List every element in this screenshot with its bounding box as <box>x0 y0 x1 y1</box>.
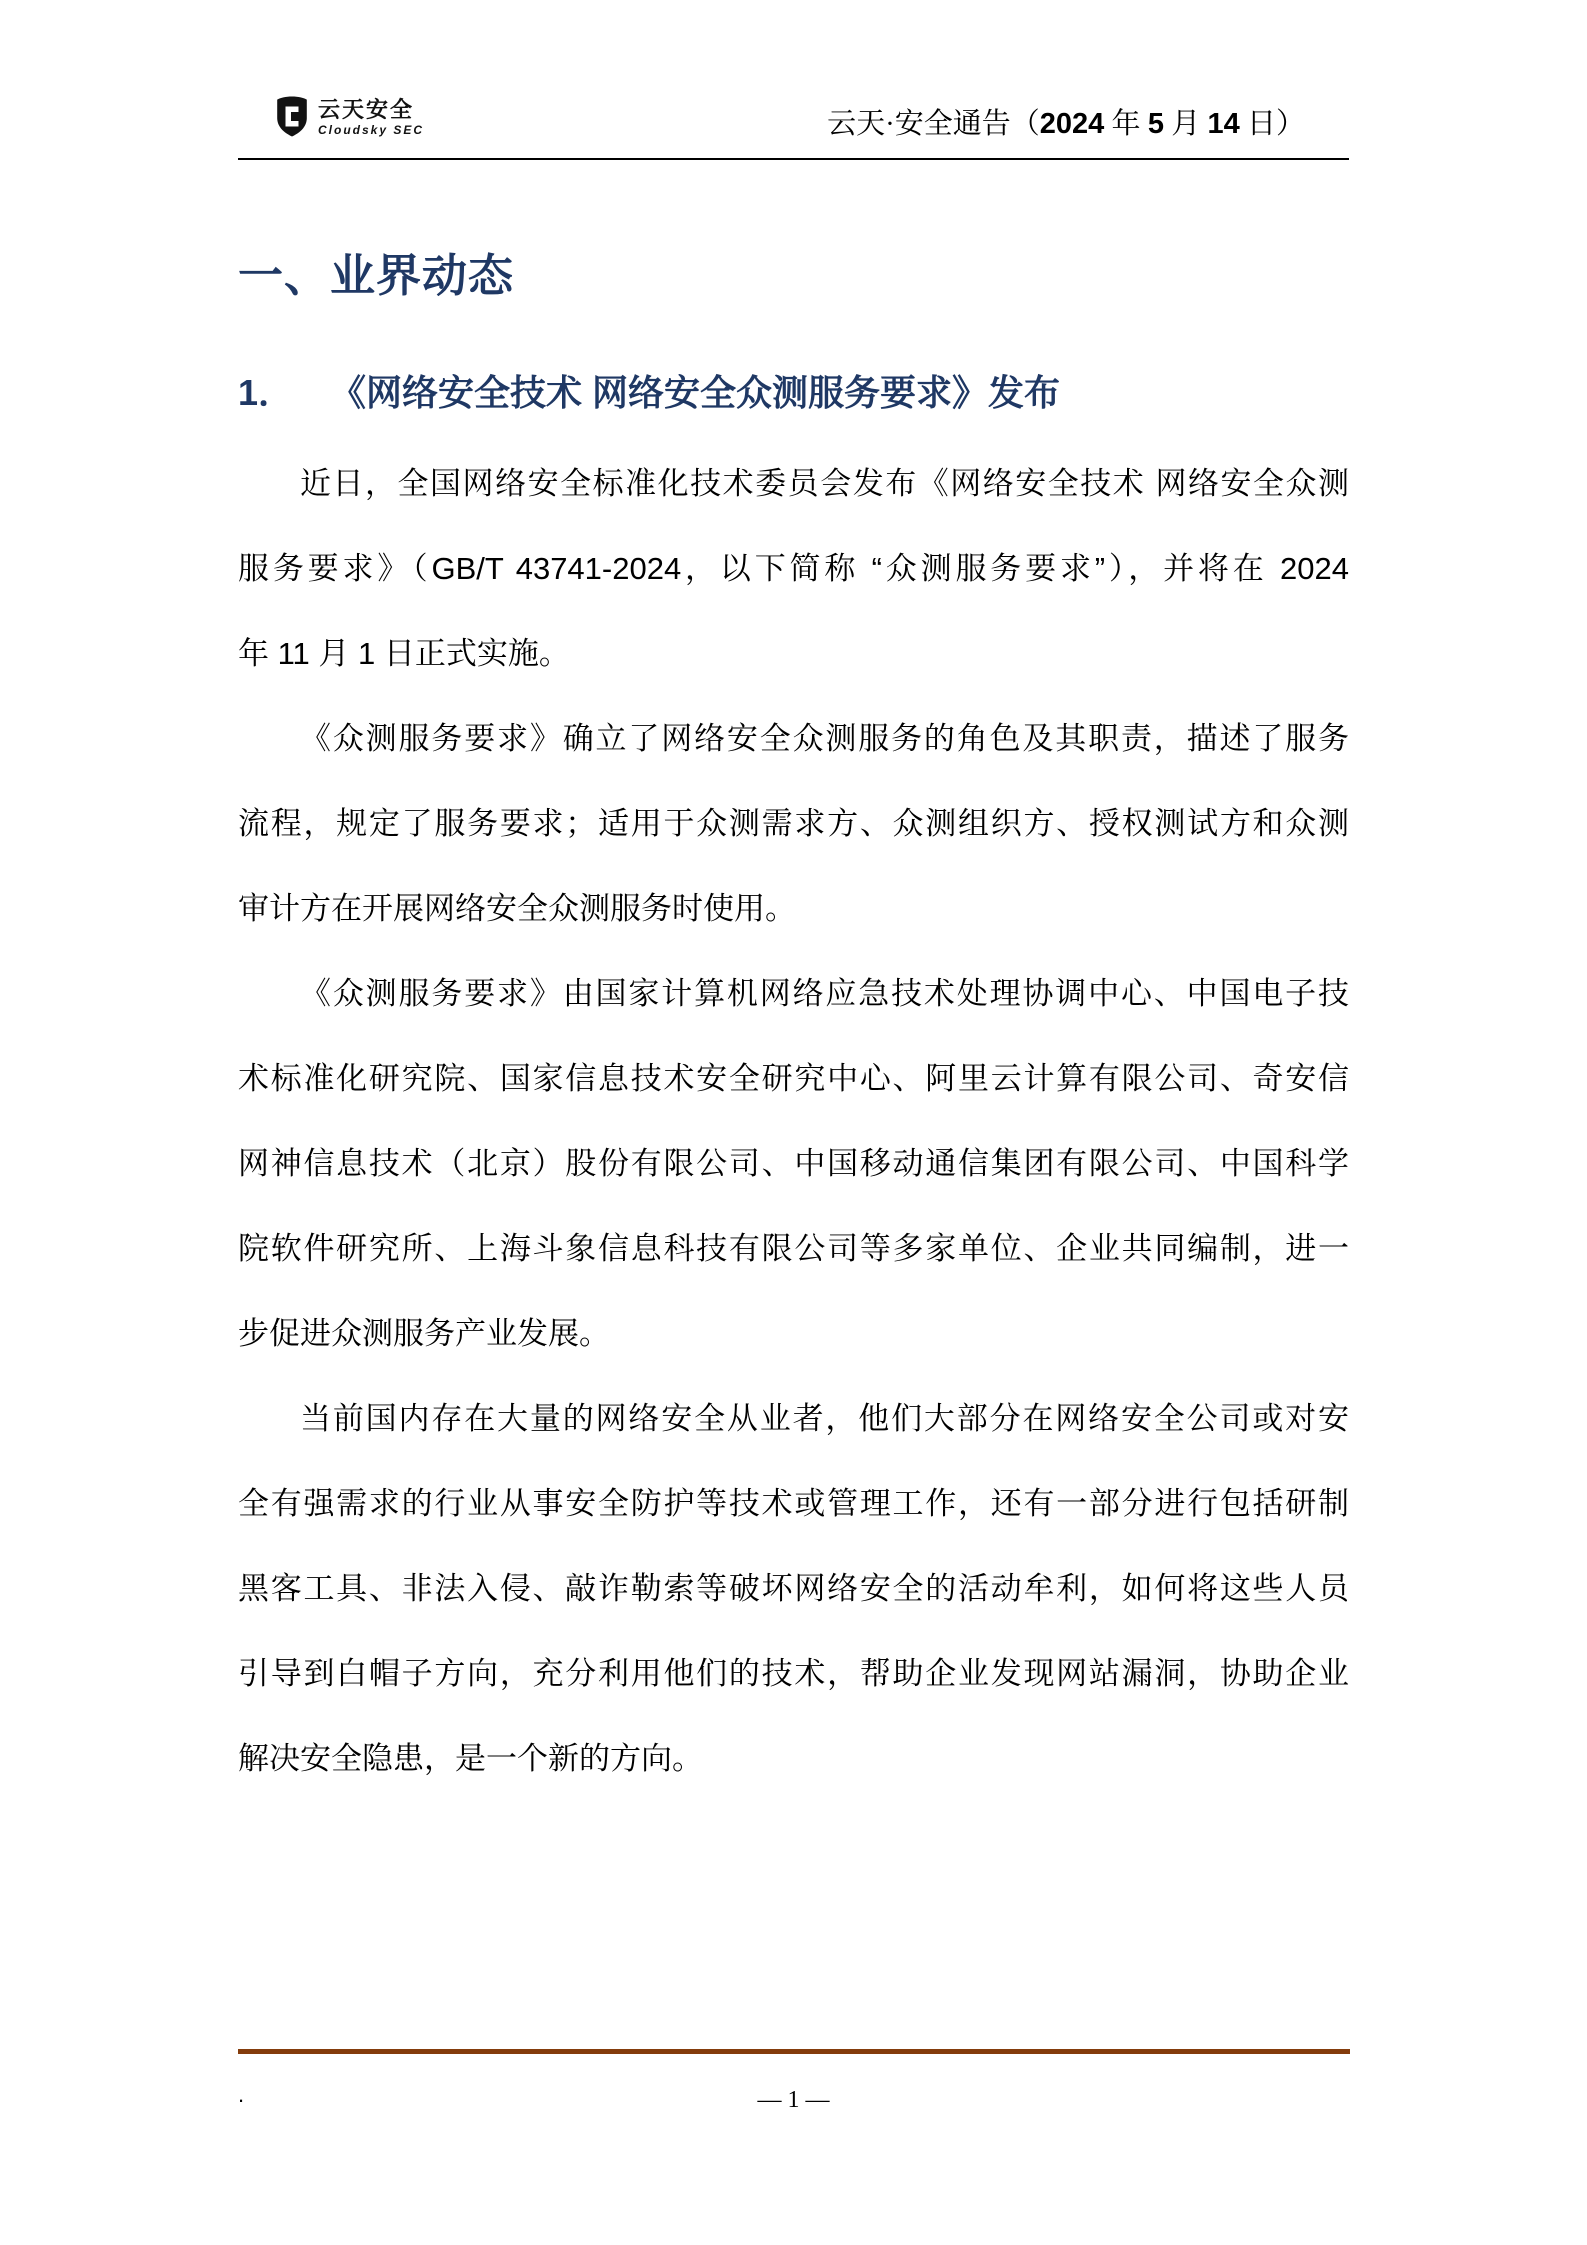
paragraph-line: 网神信息技术（北京）股份有限公司、中国移动通信集团有限公司、中国科学 <box>238 1146 1349 1181</box>
bulletin-title-segment: 云天·安全通告（ <box>827 108 1040 140</box>
bulletin-title-segment: 2024 <box>1039 108 1105 140</box>
paragraph-line: 流程，规定了服务要求；适用于众测需求方、众测组织方、授权测试方和众测 <box>238 806 1349 841</box>
bulletin-title <box>827 106 1305 142</box>
bulletin-title-segment: 日） <box>1239 108 1305 140</box>
page-number: — 1 — <box>757 2087 830 2113</box>
brand-logo <box>275 96 424 137</box>
footer-divider <box>238 2049 1350 2054</box>
paragraph-line: 解决安全隐患，是一个新的方向。 <box>238 1741 703 1776</box>
bulletin-title-segment: 月 <box>1163 108 1208 140</box>
paragraph-line: 步促进众测服务产业发展。 <box>238 1316 610 1351</box>
paragraph-line: 《众测服务要求》由国家计算机网络应急技术处理协调中心、中国电子技 <box>300 976 1349 1011</box>
paragraph-line: 年 11 月 1 日正式实施。 <box>238 636 570 671</box>
paragraph-line: 审计方在开展网络安全众测服务时使用。 <box>238 891 796 926</box>
paragraph-line: 引导到白帽子方向，充分利用他们的技术，帮助企业发现网站漏洞，协助企业 <box>238 1656 1349 1691</box>
article-title: 《网络安全技术 网络安全众测服务要求》发布 <box>330 372 1061 413</box>
shield-c-logo-icon <box>275 96 309 137</box>
bulletin-title-segment: 5 <box>1147 108 1164 140</box>
bulletin-title-segment: 14 <box>1207 108 1240 140</box>
section-heading: 一、业界动态 <box>238 250 515 301</box>
header-divider <box>238 158 1349 160</box>
paragraph-line: 院软件研究所、上海斗象信息科技有限公司等多家单位、企业共同编制，进一 <box>238 1231 1349 1266</box>
paragraph-line: 术标准化研究院、国家信息技术安全研究中心、阿里云计算有限公司、奇安信 <box>238 1061 1349 1096</box>
brand-name-en: Cloudsky SEC <box>318 123 425 137</box>
article-paragraphs <box>238 441 1349 1801</box>
brand-text <box>318 96 424 137</box>
brand-name-cn: 云天安全 <box>318 97 415 122</box>
paragraph-line: 全有强需求的行业从事安全防护等技术或管理工作，还有一部分进行包括研制 <box>238 1486 1349 1521</box>
footer-left-mark: . <box>238 2082 245 2107</box>
paragraph-line: 近日，全国网络安全标准化技术委员会发布《网络安全技术 网络安全众测 <box>300 466 1349 501</box>
bulletin-title-segment: 年 <box>1104 108 1148 140</box>
paragraph-line: 服务要求》（GB/T 43741-2024，以下简称 “众测服务要求”），并将在 2024 <box>238 551 1349 586</box>
paragraph-line: 当前国内存在大量的网络安全从业者，他们大部分在网络安全公司或对安 <box>300 1401 1349 1436</box>
article-number: 1． <box>238 372 295 413</box>
article-heading <box>238 370 1060 416</box>
paragraph-line: 黑客工具、非法入侵、敲诈勒索等破坏网络安全的活动牟利，如何将这些人员 <box>238 1571 1349 1606</box>
paragraph-line: 《众测服务要求》确立了网络安全众测服务的角色及其职责，描述了服务 <box>300 721 1349 756</box>
